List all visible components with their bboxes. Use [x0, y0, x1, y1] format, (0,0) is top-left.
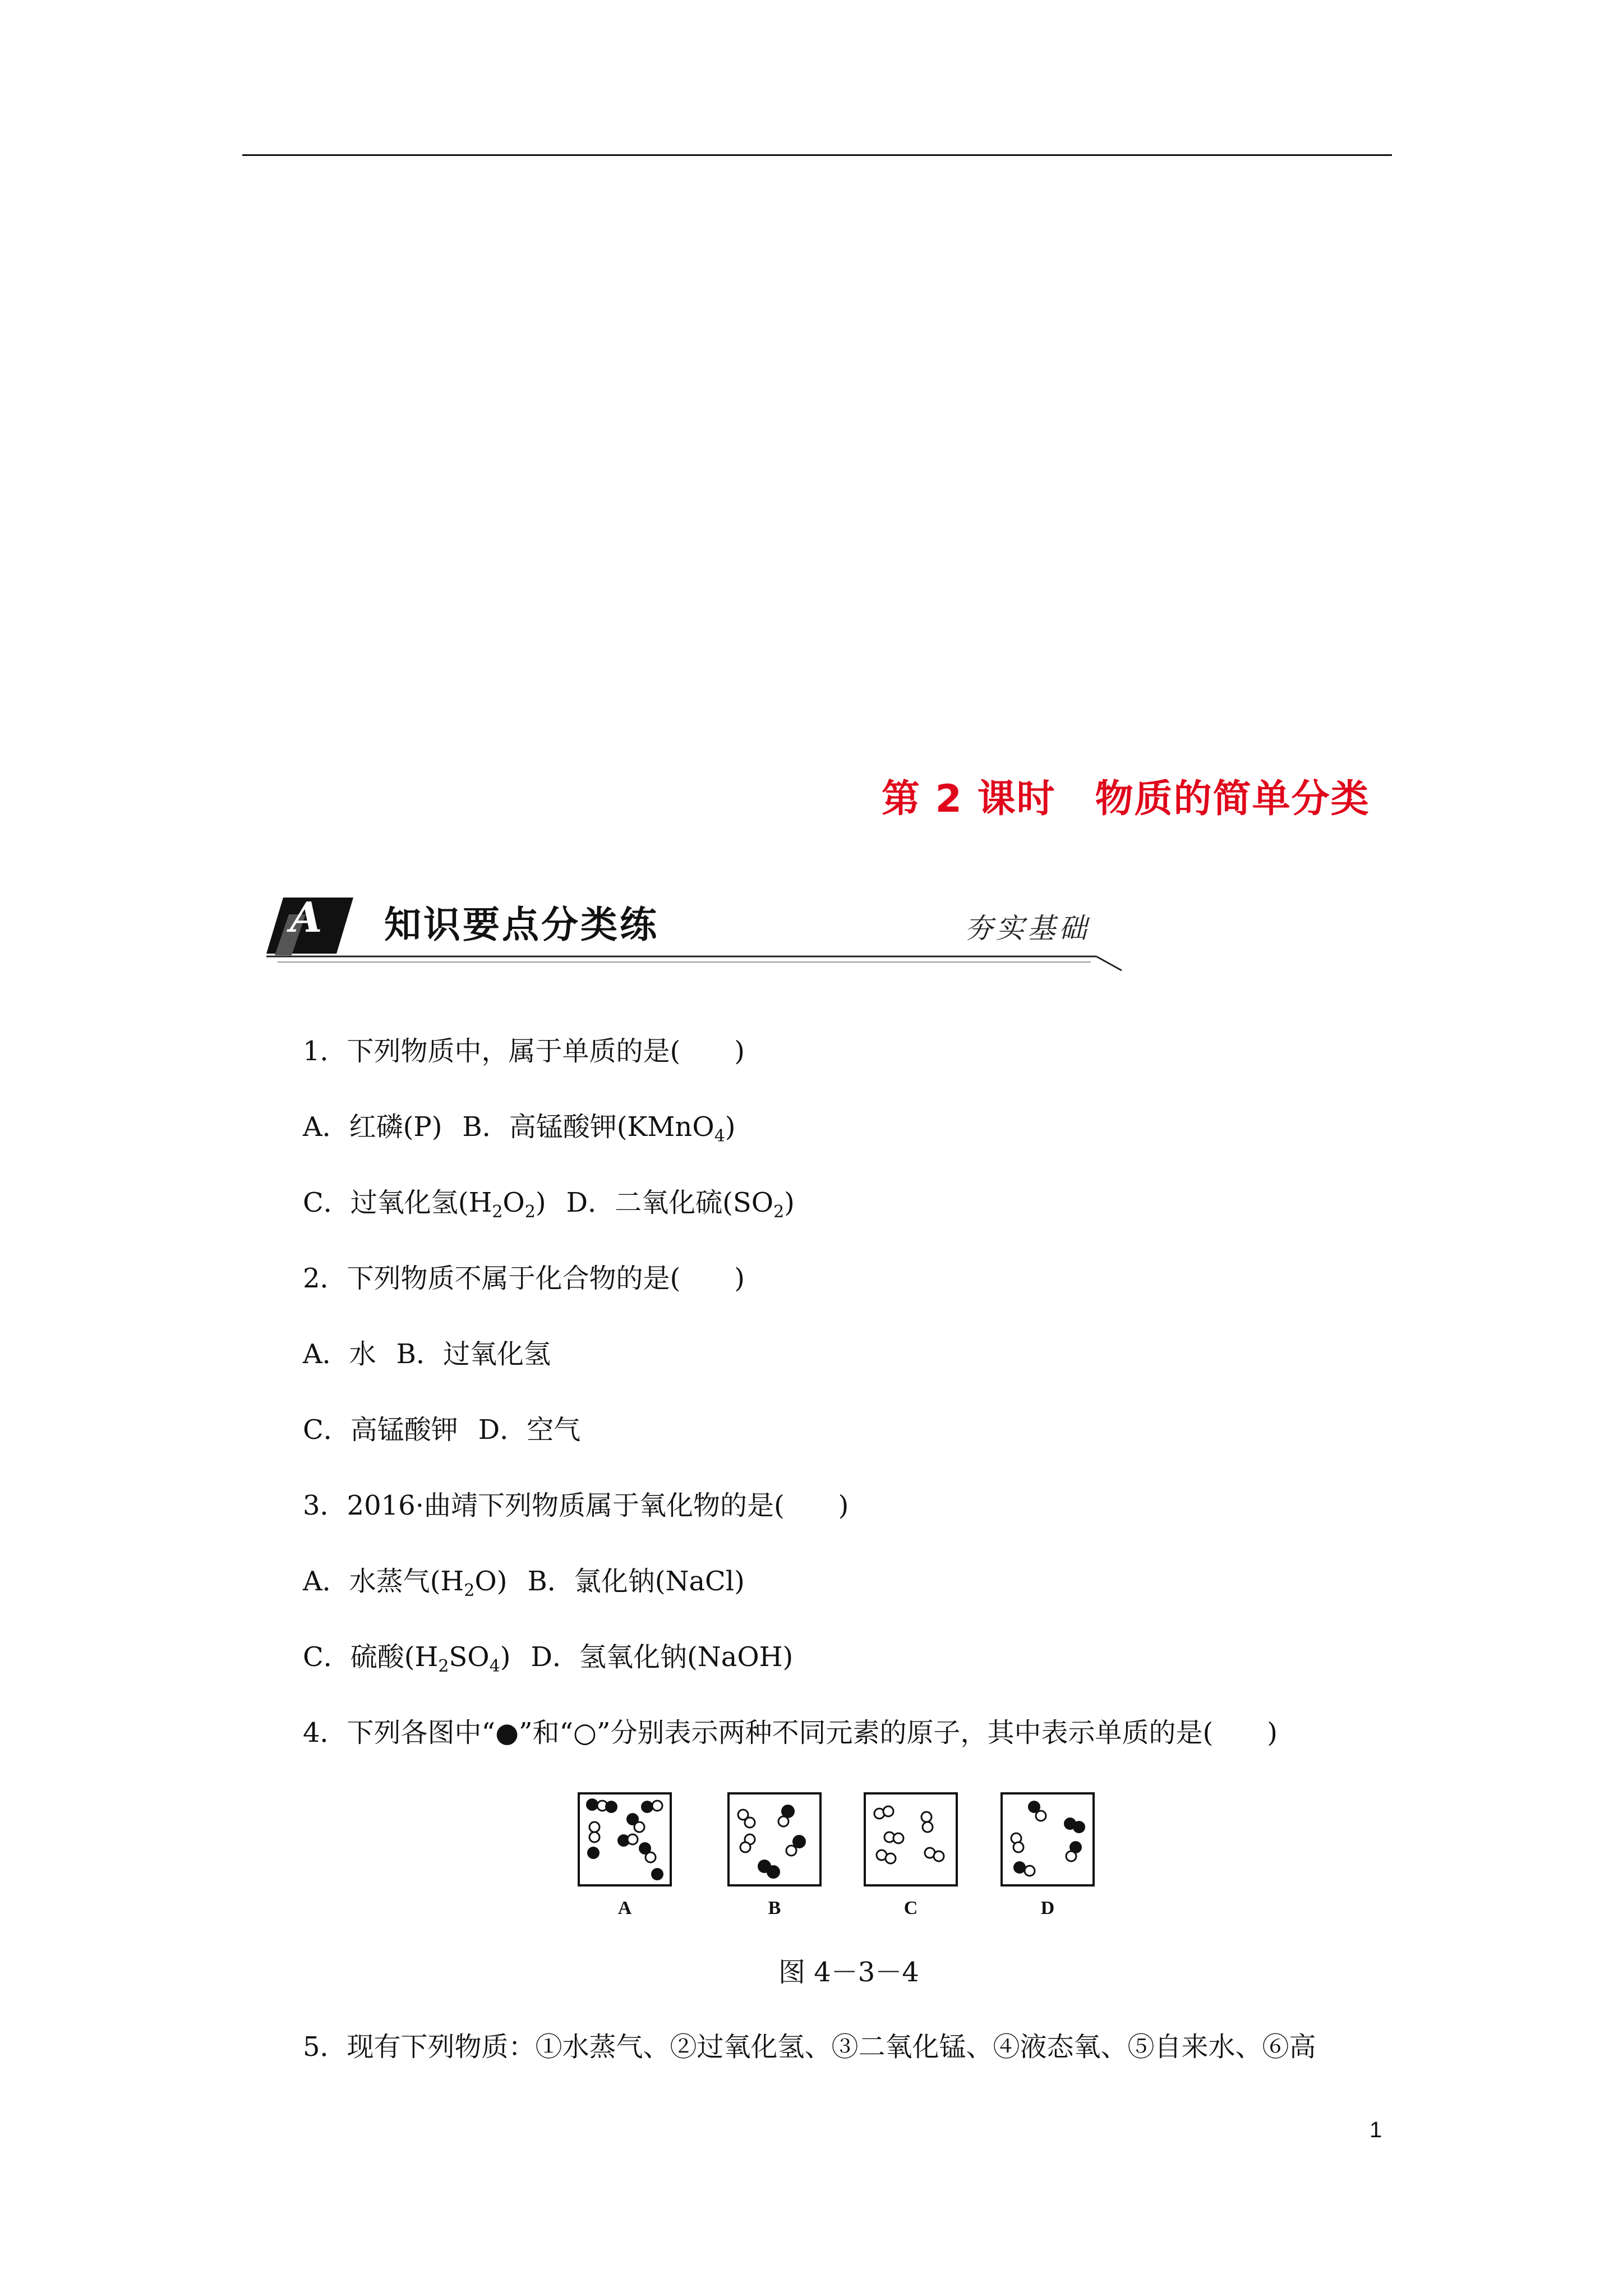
q1-option-b: B．高锰酸钾(KMnO$_4$) [462, 1111, 736, 1146]
q2-options-cd [303, 1414, 581, 1446]
header-rule [242, 154, 1392, 156]
q4-stem: 4．下列各图中“●”和“○”分别表示两种不同元素的原子，其中表示单质的是( ) [303, 1717, 1278, 1749]
q1-options-ab [303, 1111, 736, 1146]
figure-box-a [578, 1792, 672, 1887]
q1-stem: 1．下列物质中，属于单质的是( ) [303, 1036, 745, 1067]
q1-option-c: C．过氧化氢$(H_2O_2)$ [303, 1187, 546, 1222]
figure-box-c [864, 1792, 958, 1887]
figure-box-b [727, 1792, 822, 1887]
q2-stem: 2．下列物质不属于化合物的是( ) [303, 1263, 745, 1294]
figure-label-c: C [903, 1898, 918, 1918]
q3-option-b: B．氯化钠(NaCl) [527, 1566, 745, 1597]
figure-b-diagram [727, 1792, 822, 1887]
section-banner [255, 889, 1127, 973]
figure-label-b: B [768, 1898, 781, 1918]
q2-option-d: D．空气 [478, 1414, 581, 1446]
q2-option-a: A．水 [303, 1338, 376, 1370]
figure-d-diagram [1000, 1792, 1095, 1887]
section-heading: 知识要点分类练 [384, 903, 659, 946]
section-badge-letter: A [290, 894, 322, 942]
figure-box-d [1000, 1792, 1095, 1887]
q1-option-a: A．红磷(P) [303, 1111, 442, 1143]
figure-label-d: D [1040, 1898, 1055, 1918]
q3-options-ab [303, 1566, 745, 1600]
q2-options-ab [303, 1338, 551, 1370]
figure-c-diagram [864, 1792, 958, 1887]
section-tag: 夯实基础 [965, 912, 1090, 945]
q5-stem: 5．现有下列物质：①水蒸气、②过氧化氢、③二氧化锰、④液态氧、⑤自来水、⑥高 [303, 2031, 1316, 2063]
q2-option-c: C．高锰酸钾 [303, 1414, 458, 1446]
page-number: 1 [1370, 2118, 1382, 2142]
figure-label-a: A [617, 1898, 632, 1918]
q1-option-d: D．二氧化硫$(SO_2)$ [566, 1187, 795, 1222]
q3-options-cd [303, 1641, 794, 1676]
q1-options-cd [303, 1187, 795, 1222]
molecule-figure [578, 1792, 1116, 1927]
lesson-title: 第 2 课时 物质的简单分类 [882, 777, 1370, 821]
q2-option-b: B．过氧化氢 [396, 1338, 551, 1370]
q3-option-c: C．硫酸$(H_2SO_4)$ [303, 1641, 511, 1676]
figure-caption: 图 4－3－4 [778, 1957, 919, 1988]
q3-stem: 3．2016·曲靖下列物质属于氧化物的是( ) [303, 1490, 849, 1521]
q3-option-d: D．氢氧化钠(NaOH) [531, 1641, 794, 1673]
q3-option-a: A．水蒸气$(H_2O)$ [303, 1566, 508, 1600]
figure-a-diagram [578, 1792, 672, 1887]
